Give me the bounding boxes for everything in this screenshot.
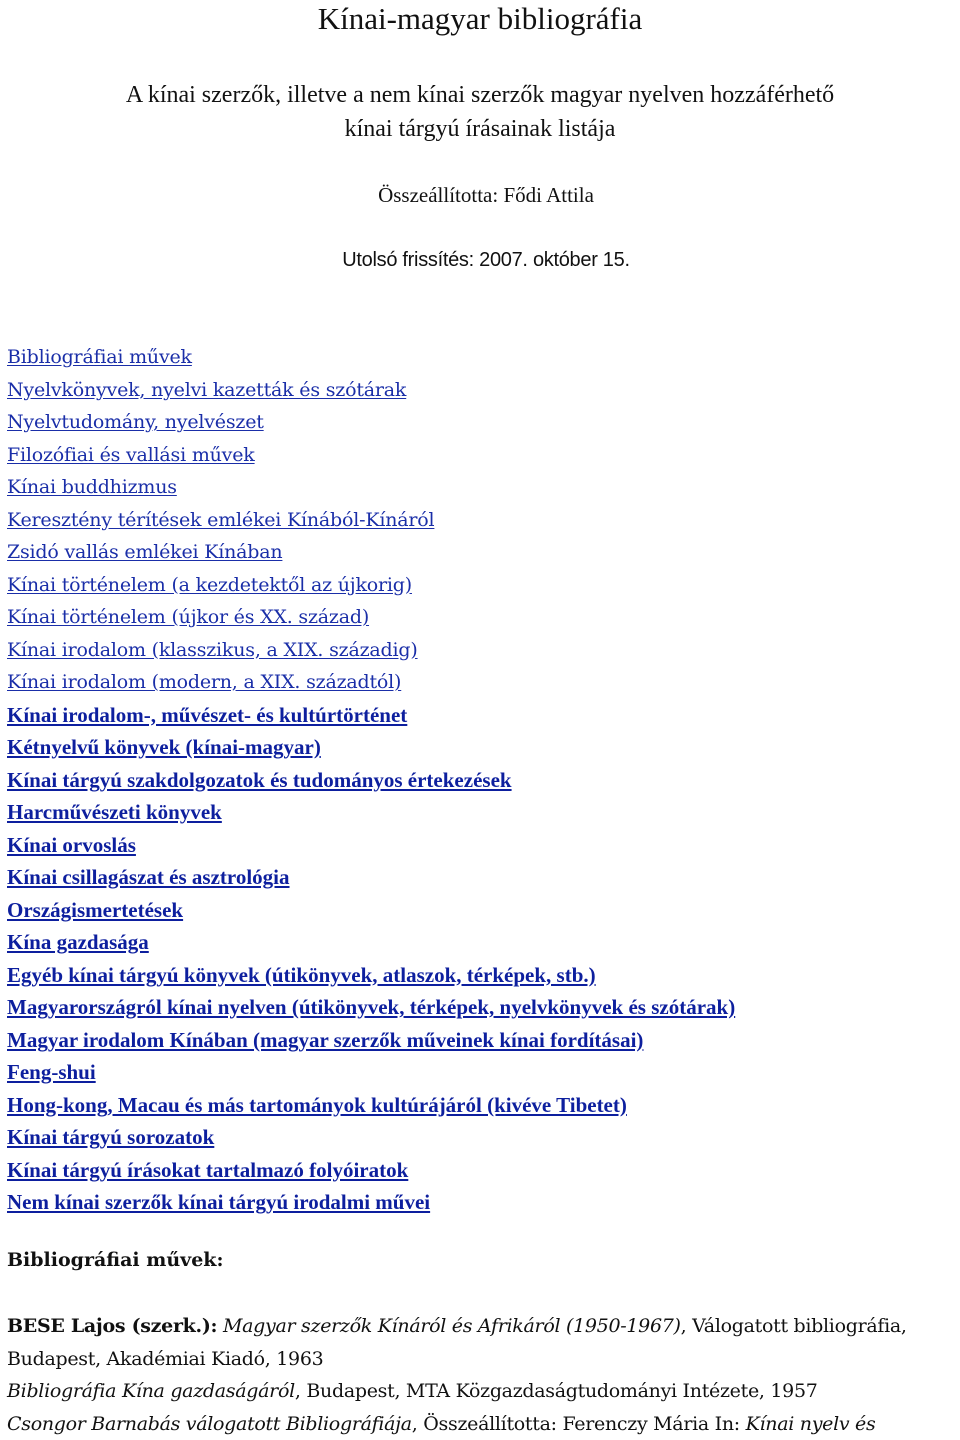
- toc-link-kereszteny-teritesek[interactable]: Keresztény térítések emlékei Kínából-Kínáról: [7, 509, 434, 531]
- toc-link-zsido-vallas[interactable]: Zsidó vallás emlékei Kínában: [7, 541, 282, 563]
- bibliography-entry: [7, 1408, 957, 1440]
- bibliography-entry: [7, 1375, 957, 1408]
- toc-item: [7, 537, 735, 570]
- toc-link-orszagismertetesek[interactable]: Országismertetések: [7, 898, 183, 922]
- toc-link-kinai-buddhizmus[interactable]: Kínai buddhizmus: [7, 476, 177, 498]
- toc-item: [7, 927, 735, 960]
- entry-title: Bibliográfia Kína gazdaságáról: [7, 1380, 295, 1402]
- toc-item: [7, 797, 735, 830]
- toc-item: [7, 992, 735, 1025]
- entry-details: , Összeállította: Ferenczy Mária In:: [412, 1413, 746, 1435]
- bibliography-entry: [7, 1310, 957, 1375]
- toc-item: [7, 1057, 735, 1090]
- page-subtitle: [0, 78, 960, 146]
- toc-item: [7, 732, 735, 765]
- toc-item: [7, 1025, 735, 1058]
- toc-item: [7, 1090, 735, 1123]
- toc-link-hong-kong-macau[interactable]: Hong-kong, Macau és más tartományok kultúrájáról (kivéve Tibetet): [7, 1093, 627, 1117]
- toc-link-tortenelem-xx-szazad[interactable]: Kínai történelem (újkor és XX. század): [7, 606, 369, 628]
- entry-title: Magyar szerzők Kínáról és Afrikáról (1950-1967): [223, 1315, 681, 1337]
- toc-item: [7, 602, 735, 635]
- toc-link-sorozatok[interactable]: Kínai tárgyú sorozatok: [7, 1125, 214, 1149]
- toc-link-nem-kinai-szerzok[interactable]: Nem kínai szerzők kínai tárgyú irodalmi művei: [7, 1190, 430, 1214]
- toc-link-feng-shui[interactable]: Feng-shui: [7, 1060, 96, 1084]
- entry-source: Kínai nyelv és: [746, 1413, 876, 1435]
- toc-link-egyeb-konyvek[interactable]: Egyéb kínai tárgyú könyvek (útikönyvek, atlaszok, térképek, stb.): [7, 963, 596, 987]
- toc-link-tortenelem-ujkorig[interactable]: Kínai történelem (a kezdetektől az újkorig): [7, 574, 412, 596]
- toc-link-ketnyelvu-konyvek[interactable]: Kétnyelvű könyvek (kínai-magyar): [7, 735, 321, 759]
- toc-link-csillagaszat[interactable]: Kínai csillagászat és asztrológia: [7, 865, 290, 889]
- toc-link-magyar-irodalom-kinaban[interactable]: Magyar irodalom Kínában (magyar szerzők műveinek kínai fordításai): [7, 1028, 643, 1052]
- toc-link-bibliografiai-muvek[interactable]: Bibliográfiai művek: [7, 346, 192, 368]
- toc-item: [7, 342, 735, 375]
- toc-link-nyelvtudomany[interactable]: Nyelvtudomány, nyelvészet: [7, 411, 264, 433]
- toc-item: [7, 830, 735, 863]
- toc-link-kulturtortenet[interactable]: Kínai irodalom-, művészet- és kultúrtörténet: [7, 703, 407, 727]
- toc-link-kina-gazdasaga[interactable]: Kína gazdasága: [7, 930, 149, 954]
- toc-item: [7, 700, 735, 733]
- toc-item: [7, 1187, 735, 1220]
- toc-link-folyoiratok[interactable]: Kínai tárgyú írásokat tartalmazó folyóiratok: [7, 1158, 408, 1182]
- toc-item: [7, 440, 735, 473]
- last-updated: Utolsó frissítés: 2007. október 15.: [0, 247, 960, 273]
- subtitle-line-1: A kínai szerzők, illetve a nem kínai szerzők magyar nyelven hozzáférhető: [0, 78, 960, 112]
- toc-item: [7, 667, 735, 700]
- toc-link-nyelvkonyvek[interactable]: Nyelvkönyvek, nyelvi kazetták és szótárak: [7, 379, 406, 401]
- toc-item: [7, 960, 735, 993]
- toc-item: [7, 862, 735, 895]
- entry-author: BESE Lajos (szerk.):: [7, 1315, 217, 1337]
- section-heading: Bibliográfiai művek:: [7, 1246, 223, 1274]
- toc-item: [7, 570, 735, 603]
- subtitle-line-2: kínai tárgyú írásainak listája: [0, 112, 960, 146]
- toc-link-irodalom-klasszikus[interactable]: Kínai irodalom (klasszikus, a XIX. századig): [7, 639, 418, 661]
- entry-publisher: Budapest, Akadémiai Kiadó, 1963: [7, 1348, 323, 1370]
- page-title: Kínai-magyar bibliográfia: [0, 2, 960, 36]
- toc-item: [7, 472, 735, 505]
- toc-link-filozofiai-muvek[interactable]: Filozófiai és vallási művek: [7, 444, 255, 466]
- toc-item: [7, 1155, 735, 1188]
- entry-title: Csongor Barnabás válogatott Bibliográfiája: [7, 1413, 412, 1435]
- bibliography-entries: [7, 1310, 957, 1440]
- toc-link-irodalom-modern[interactable]: Kínai irodalom (modern, a XIX. századtól): [7, 671, 401, 693]
- entry-details: , Válogatott bibliográfia,: [681, 1315, 907, 1337]
- toc-item: [7, 765, 735, 798]
- toc-item: [7, 895, 735, 928]
- toc-item: [7, 375, 735, 408]
- toc-item: [7, 1122, 735, 1155]
- toc-link-harcmuveszeti-konyvek[interactable]: Harcművészeti könyvek: [7, 800, 222, 824]
- toc-link-magyarorszagrol[interactable]: Magyarországról kínai nyelven (útikönyvek, térképek, nyelvkönyvek és szótárak): [7, 995, 735, 1019]
- compiler-credit: Összeállította: Fődi Attila: [0, 182, 960, 208]
- toc-item: [7, 505, 735, 538]
- toc-item: [7, 635, 735, 668]
- toc-link-szakdolgozatok[interactable]: Kínai tárgyú szakdolgozatok és tudományos értekezések: [7, 768, 512, 792]
- toc-item: [7, 407, 735, 440]
- table-of-contents: [7, 342, 735, 1220]
- entry-details: , Budapest, MTA Közgazdaságtudományi Intézete, 1957: [295, 1380, 818, 1402]
- toc-link-kinai-orvoslas[interactable]: Kínai orvoslás: [7, 833, 136, 857]
